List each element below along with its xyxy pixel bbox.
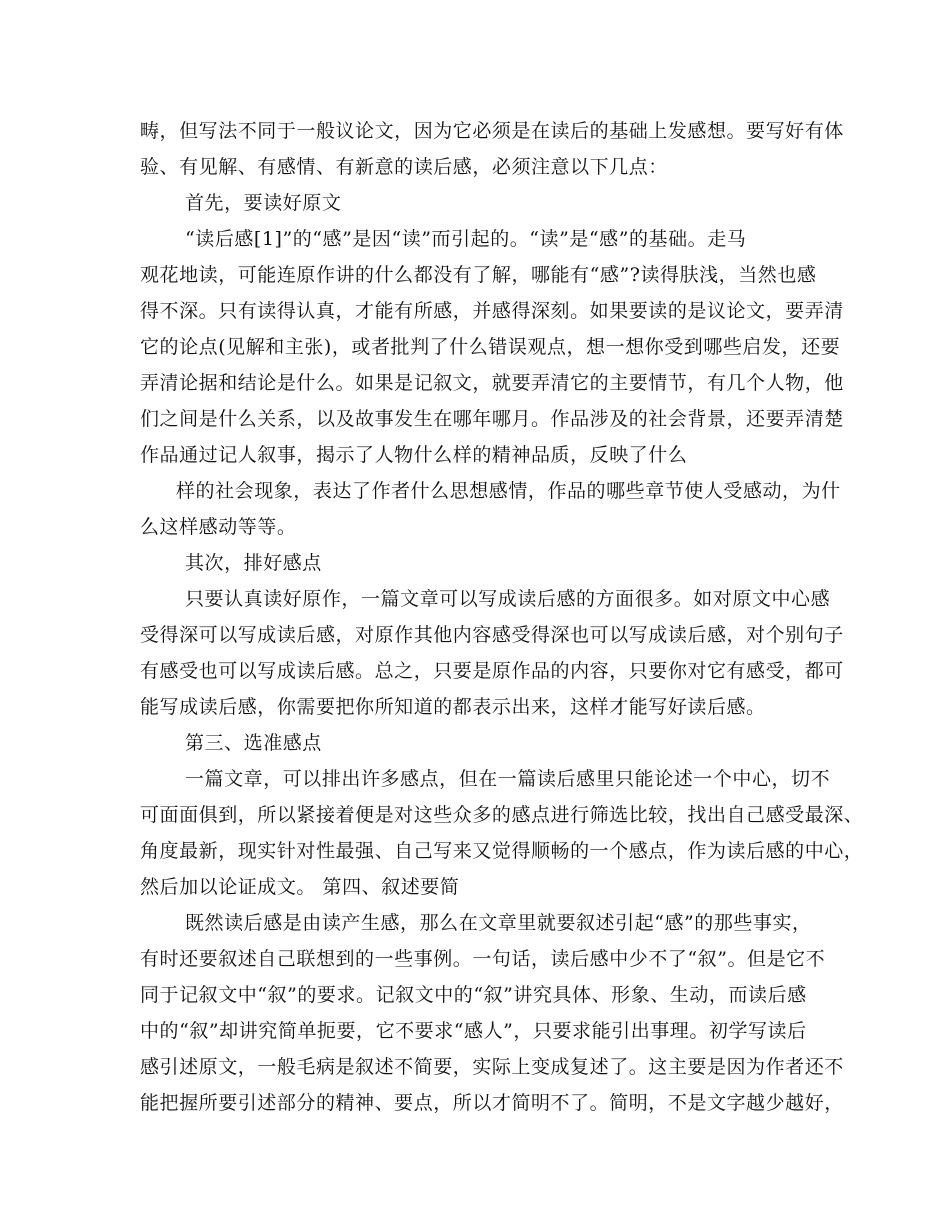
text-line: 有时还要叙述自己联想到的一些事例。一句话，读后感中少不了“叙”。但是它不 (140, 948, 826, 970)
text-line: 么这样感动等等。 (140, 516, 297, 538)
text-line: “读后感[1]”的“感”是因“读”而引起的。“读”是“感”的基础。走马 (185, 228, 747, 250)
text-line: 只要认真读好原作，一篇文章可以写成读后感的方面很多。如对原文中心感 (185, 588, 831, 610)
text-line: 感引述原文，一般毛病是叙述不简要，实际上变成复述了。这主要是因为作者还不 (140, 1056, 844, 1078)
text-line: 一篇文章，可以排出许多感点，但在一篇读后感里只能论述一个中心，切不 (185, 768, 831, 790)
text-line: 能把握所要引述部分的精神、要点，所以才简明不了。简明，不是文字越少越好， (140, 1092, 844, 1114)
text-line: 观花地读，可能连原作讲的什么都没有了解，哪能有“感”?读得肤浅，当然也感 (140, 264, 817, 286)
text-line: 得不深。只有读得认真，才能有所感，并感得深刻。如果要读的是议论文，要弄清 (140, 300, 844, 322)
text-line: 弄清论据和结论是什么。如果是记叙文，就要弄清它的主要情节，有几个人物，他 (140, 372, 844, 394)
text-line: 既然读后感是由读产生感，那么在文章里就要叙述引起“感”的那些事实， (185, 912, 812, 934)
text-line: 角度最新，现实针对性最强、自己写来又觉得顺畅的一个感点，作为读后感的中心， (140, 840, 864, 862)
text-line: 畴，但写法不同于一般议论文，因为它必须是在读后的基础上发感想。要写好有体 (140, 120, 844, 142)
text-line: 然后加以论证成文。 第四、叙述要简 (140, 876, 460, 898)
text-line: 作品通过记人叙事，揭示了人物什么样的精神品质，反映了什么 (140, 444, 688, 466)
text-line: 验、有见解、有感情、有新意的读后感，必须注意以下几点： (140, 156, 668, 178)
text-line: 能写成读后感，你需要把你所知道的都表示出来，这样才能写好读后感。 (140, 696, 766, 718)
text-line: 有感受也可以写成读后感。总之，只要是原作品的内容，只要你对它有感受，都可 (140, 660, 844, 682)
text-line: 它的论点(见解和主张)，或者批判了什么错误观点，想一想你受到哪些启发，还要 (140, 336, 841, 358)
section-heading: 首先，要读好原文 (185, 192, 342, 214)
section-heading: 其次，排好感点 (185, 552, 322, 574)
text-line: 同于记叙文中“叙”的要求。记叙文中的“叙”讲究具体、形象、生动，而读后感 (140, 984, 807, 1006)
section-heading: 第三、选准感点 (185, 732, 322, 754)
text-line: 们之间是什么关系，以及故事发生在哪年哪月。作品涉及的社会背景，还要弄清楚 (140, 408, 844, 430)
text-line: 可面面俱到，所以紧接着便是对这些众多的感点进行筛选比较，找出自己感受最深、 (140, 804, 864, 826)
text-line: 中的“叙”却讲究简单扼要，它不要求“感人”，只要求能引出事理。初学写读后 (140, 1020, 807, 1042)
text-line: 样的社会现象，表达了作者什么思想感情，作品的哪些章节使人受感动，为什 (176, 480, 841, 502)
text-line: 受得深可以写成读后感，对原作其他内容感受得深也可以写成读后感，对个别句子 (140, 624, 844, 646)
